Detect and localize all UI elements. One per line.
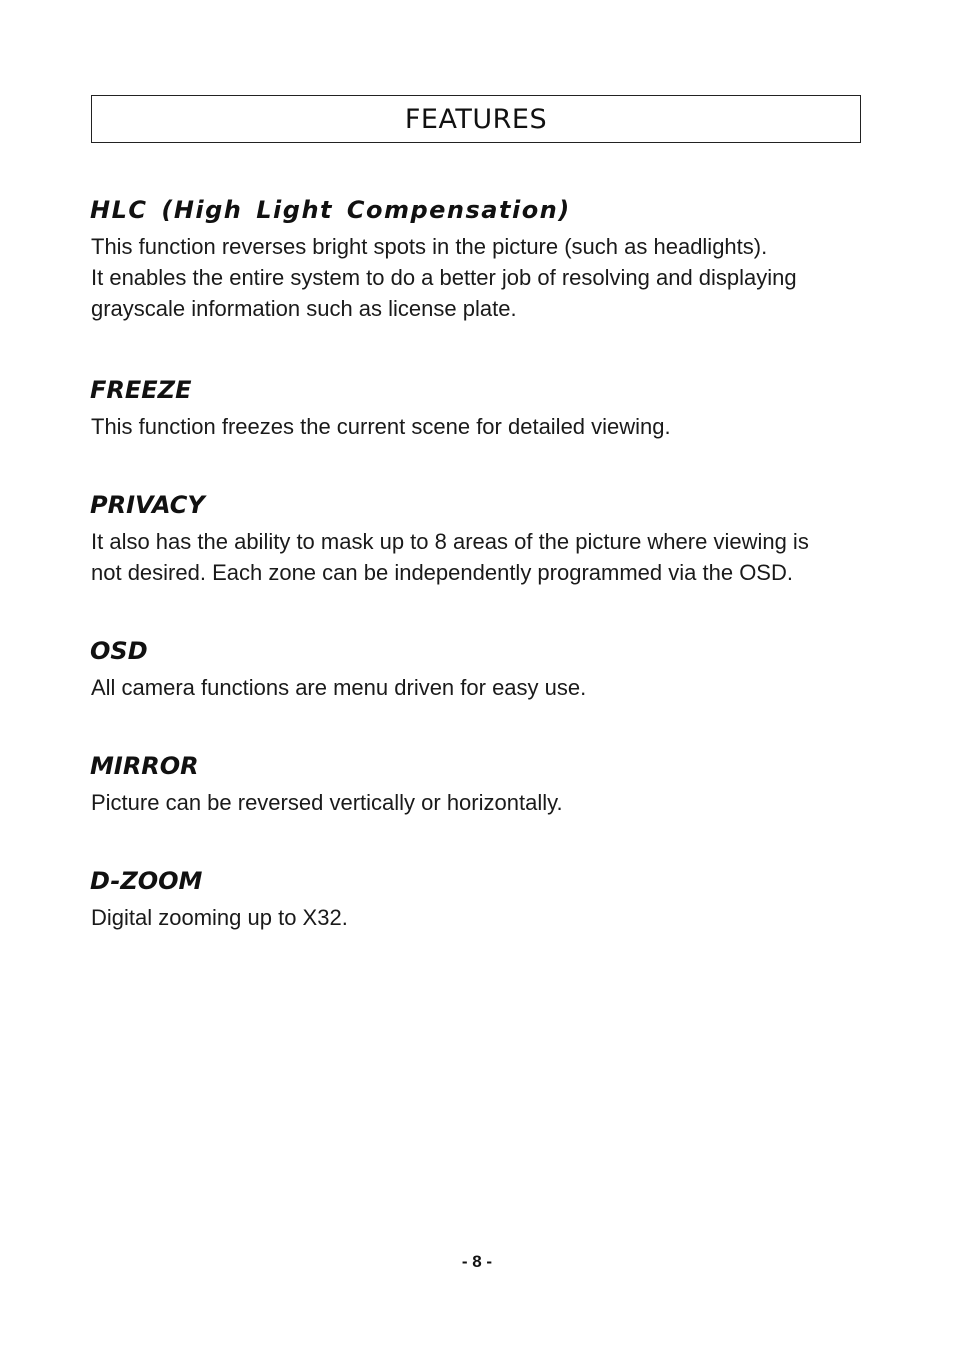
section-heading-mirror: MIRROR — [90, 752, 199, 780]
section-body-privacy — [91, 526, 870, 588]
section-heading-d-zoom: D-ZOOM — [90, 867, 203, 895]
section-osd — [90, 636, 870, 703]
page-title: FEATURES — [404, 104, 548, 135]
section-hlc — [90, 195, 870, 324]
section-heading-privacy: PRIVACY — [90, 491, 205, 519]
section-heading-hlc: HLC (High Light Compensation) — [90, 196, 571, 224]
section-body-hlc — [91, 231, 870, 324]
section-mirror — [90, 751, 870, 818]
page-title-box — [91, 95, 861, 143]
section-body-freeze — [91, 411, 870, 442]
body-line: Digital zooming up to X32. — [91, 905, 348, 930]
body-line: Picture can be reversed vertically or horizontally. — [91, 790, 563, 815]
section-heading-osd: OSD — [90, 637, 148, 665]
section-body-d-zoom — [91, 902, 870, 933]
section-d-zoom — [90, 866, 870, 933]
body-line: It enables the entire system to do a better job of resolving and displaying — [91, 265, 797, 290]
body-line: It also has the ability to mask up to 8 areas of the picture where viewing is — [91, 529, 809, 554]
page-number: - 8 - — [461, 1252, 493, 1271]
body-line: This function freezes the current scene for detailed viewing. — [91, 414, 671, 439]
body-line: All camera functions are menu driven for easy use. — [91, 675, 587, 700]
body-line: grayscale information such as license plate. — [91, 296, 517, 321]
body-line: not desired. Each zone can be independently programmed via the OSD. — [91, 560, 793, 585]
section-freeze — [90, 375, 870, 442]
section-privacy — [90, 490, 870, 588]
section-body-mirror — [91, 787, 870, 818]
body-line: This function reverses bright spots in the picture (such as headlights). — [91, 234, 768, 259]
section-body-osd — [91, 672, 870, 703]
section-heading-freeze: FREEZE — [90, 376, 192, 404]
